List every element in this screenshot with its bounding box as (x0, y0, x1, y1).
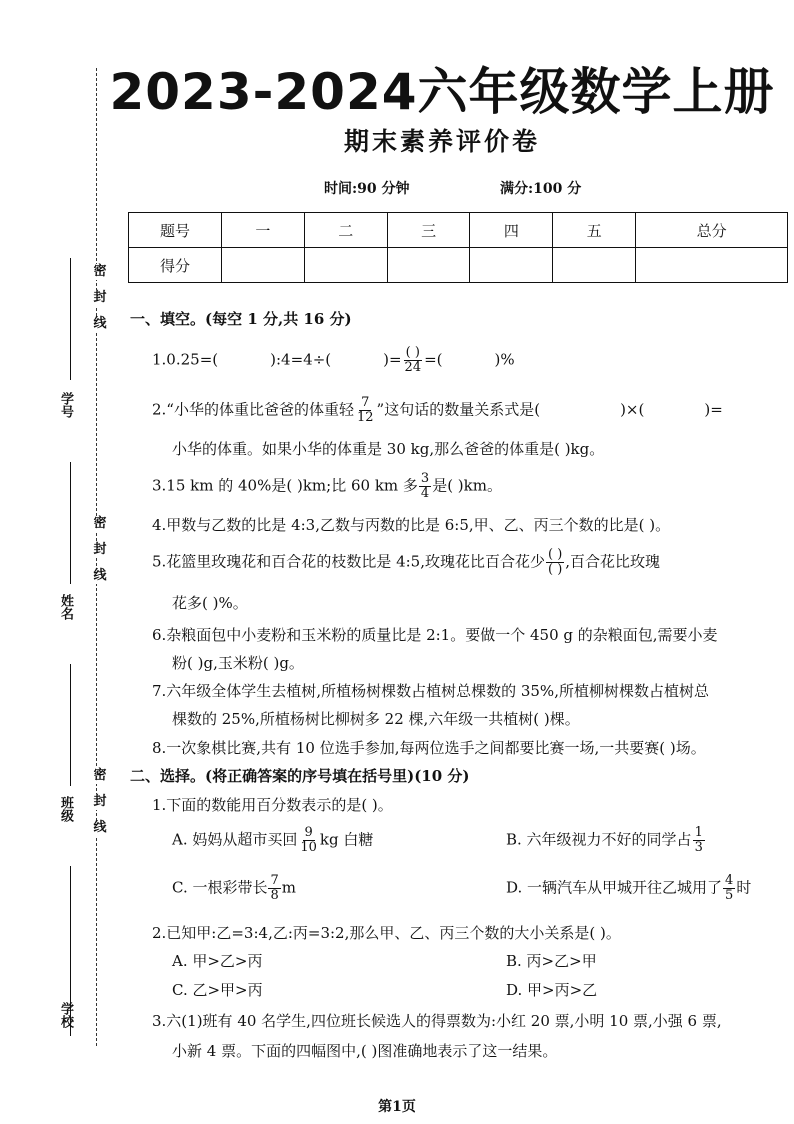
question-5 (152, 548, 660, 577)
option-text: A. 妈妈从超市买回 (172, 830, 298, 849)
q5-fraction (546, 548, 564, 577)
seal-char: 封 (93, 542, 107, 557)
section1-header: 一、填空。(每空 1 分,共 16 分) (130, 310, 352, 328)
section2-header: 二、选择。(将正确答案的序号填在括号里)(10 分) (130, 767, 470, 785)
option-fraction (693, 826, 705, 855)
option-text: C. 一根彩带长 (172, 878, 268, 897)
fraction-denominator: 10 (300, 840, 317, 855)
choice-question-3-line2: 小新 4 票。下面的四幅图中,( )图准确地表示了这一结果。 (172, 1042, 558, 1060)
full-score: 满分:100 分 (500, 181, 582, 197)
fraction-numerator: 1 (694, 825, 703, 840)
fraction-numerator: ( ) (405, 345, 420, 360)
question-2-line2: 小华的体重。如果小华的体重是 30 kg,那么爸爸的体重是( )kg。 (172, 440, 605, 458)
table-row (129, 213, 788, 248)
question-4: 4.甲数与乙数的比是 4:3,乙数与丙数的比是 6:5,甲、乙、丙三个数的比是( )。 (152, 516, 671, 534)
score-header-cell: 四 (470, 213, 553, 248)
student-id-label: 学号 (58, 392, 73, 418)
fraction-denominator: ( ) (548, 562, 563, 577)
question-6-line2: 粉( )g,玉米粉( )g。 (172, 654, 304, 672)
seal-char: 密 (93, 264, 107, 279)
seal-char: 线 (93, 820, 107, 835)
choice-1-option-c (172, 874, 296, 903)
option-text: m (281, 878, 296, 897)
question-2 (152, 396, 723, 425)
question-6: 6.杂粮面包中小麦粉和玉米粉的质量比是 2:1。要做一个 450 g 的杂粮面包,需要小麦 (152, 626, 718, 644)
seal-char: 密 (93, 516, 107, 531)
seal-char: 线 (93, 316, 107, 331)
page-subtitle: 期末素养评价卷 (343, 127, 540, 156)
score-table (128, 212, 788, 283)
score-header-cell: 五 (553, 213, 636, 248)
score-header-cell: 二 (304, 213, 387, 248)
question-3 (152, 472, 502, 501)
q2-part: ”这句话的数量关系式是( (376, 400, 541, 419)
fraction-numerator: 7 (270, 873, 279, 888)
fraction-numerator: 9 (304, 825, 313, 840)
q2-part: 2.“小华的体重比爸爸的体重轻 (152, 400, 354, 419)
choice-2-option-a: A. 甲>乙>丙 (172, 952, 263, 970)
fraction-denominator: 24 (404, 360, 422, 375)
choice-1-option-a (172, 826, 373, 855)
q3-part: 是( )km。 (432, 476, 502, 495)
q1-fraction (403, 346, 424, 375)
choice-question-3: 3.六(1)班有 40 名学生,四位班长候选人的得票数为:小红 20 票,小明 10 票,小强 6 票, (152, 1012, 722, 1030)
fraction-denominator: 8 (270, 888, 279, 903)
fraction-denominator: 3 (694, 840, 703, 855)
q1-part: 1.0.25=( (152, 350, 219, 369)
name-label: 姓名 (58, 594, 73, 620)
option-text: B. 六年级视力不好的同学占 (506, 830, 692, 849)
fraction-numerator: 3 (420, 471, 430, 486)
score-input-cell[interactable] (222, 248, 305, 283)
table-row (129, 248, 788, 283)
q3-part: 3.15 km 的 40%是( )km;比 60 km 多 (152, 476, 418, 495)
choice-2-option-b: B. 丙>乙>甲 (506, 952, 597, 970)
option-fraction (298, 826, 319, 855)
q3-fraction (419, 472, 431, 501)
q2-part: )×( (620, 400, 645, 419)
q1-part: ):4=4÷( (270, 350, 332, 369)
choice-2-option-c: C. 乙>甲>丙 (172, 981, 263, 999)
score-header-cell: 总分 (636, 213, 788, 248)
choice-question-1: 1.下面的数能用百分数表示的是( )。 (152, 796, 393, 814)
question-8: 8.一次象棋比赛,共有 10 位选手参加,每两位选手之间都要比赛一场,一共要赛( )场。 (152, 739, 706, 757)
fraction-denominator: 12 (356, 410, 374, 425)
page-title: 2023-2024六年级数学上册 (109, 63, 775, 121)
q2-part: )= (704, 400, 723, 419)
choice-1-option-b (506, 826, 706, 855)
score-row-label: 得分 (129, 248, 222, 283)
option-text: kg 白糖 (319, 830, 374, 849)
score-input-cell[interactable] (470, 248, 553, 283)
question-7: 7.六年级全体学生去植树,所植杨树棵数占植树总棵数的 35%,所植柳树棵数占植树总 (152, 682, 709, 700)
fraction-denominator: 4 (420, 486, 430, 501)
q1-part: )= (383, 350, 402, 369)
option-fraction (268, 874, 280, 903)
question-1 (152, 346, 515, 375)
seal-char: 线 (93, 568, 107, 583)
class-label: 班级 (58, 796, 73, 822)
school-label: 学校 (58, 1002, 73, 1028)
fraction-denominator: 5 (725, 888, 734, 903)
question-7-line2: 棵数的 25%,所植杨树比柳树多 22 棵,六年级一共植树( )棵。 (172, 710, 580, 728)
score-input-cell[interactable] (553, 248, 636, 283)
score-input-cell[interactable] (387, 248, 470, 283)
choice-2-option-d: D. 甲>丙>乙 (506, 981, 598, 999)
score-input-cell[interactable] (636, 248, 788, 283)
fraction-numerator: ( ) (548, 547, 563, 562)
score-header-cell: 题号 (129, 213, 222, 248)
fraction-numerator: 4 (725, 873, 734, 888)
seal-char: 封 (93, 290, 107, 305)
option-text: 时 (736, 878, 752, 897)
q5-part: 5.花篮里玫瑰花和百合花的枝数比是 4:5,玫瑰花比百合花少 (152, 552, 545, 571)
score-input-cell[interactable] (304, 248, 387, 283)
q2-fraction (355, 396, 376, 425)
option-fraction (723, 874, 735, 903)
exam-time: 时间:90 分钟 (324, 181, 410, 197)
q5-part: ,百合花比玫瑰 (565, 552, 661, 571)
score-header-cell: 三 (387, 213, 470, 248)
q1-part: )% (494, 350, 515, 369)
score-header-cell: 一 (222, 213, 305, 248)
seal-char: 封 (93, 794, 107, 809)
choice-question-2: 2.已知甲:乙=3:4,乙:丙=3:2,那么甲、乙、丙三个数的大小关系是( )。 (152, 924, 621, 942)
option-text: D. 一辆汽车从甲城开往乙城用了 (506, 878, 723, 897)
seal-char: 密 (93, 768, 107, 783)
question-5-line2: 花多( )%。 (172, 594, 248, 612)
fraction-numerator: 7 (361, 395, 370, 410)
q1-part: =( (424, 350, 443, 369)
page-number: 第1页 (378, 1099, 416, 1115)
choice-1-option-d (506, 874, 751, 903)
